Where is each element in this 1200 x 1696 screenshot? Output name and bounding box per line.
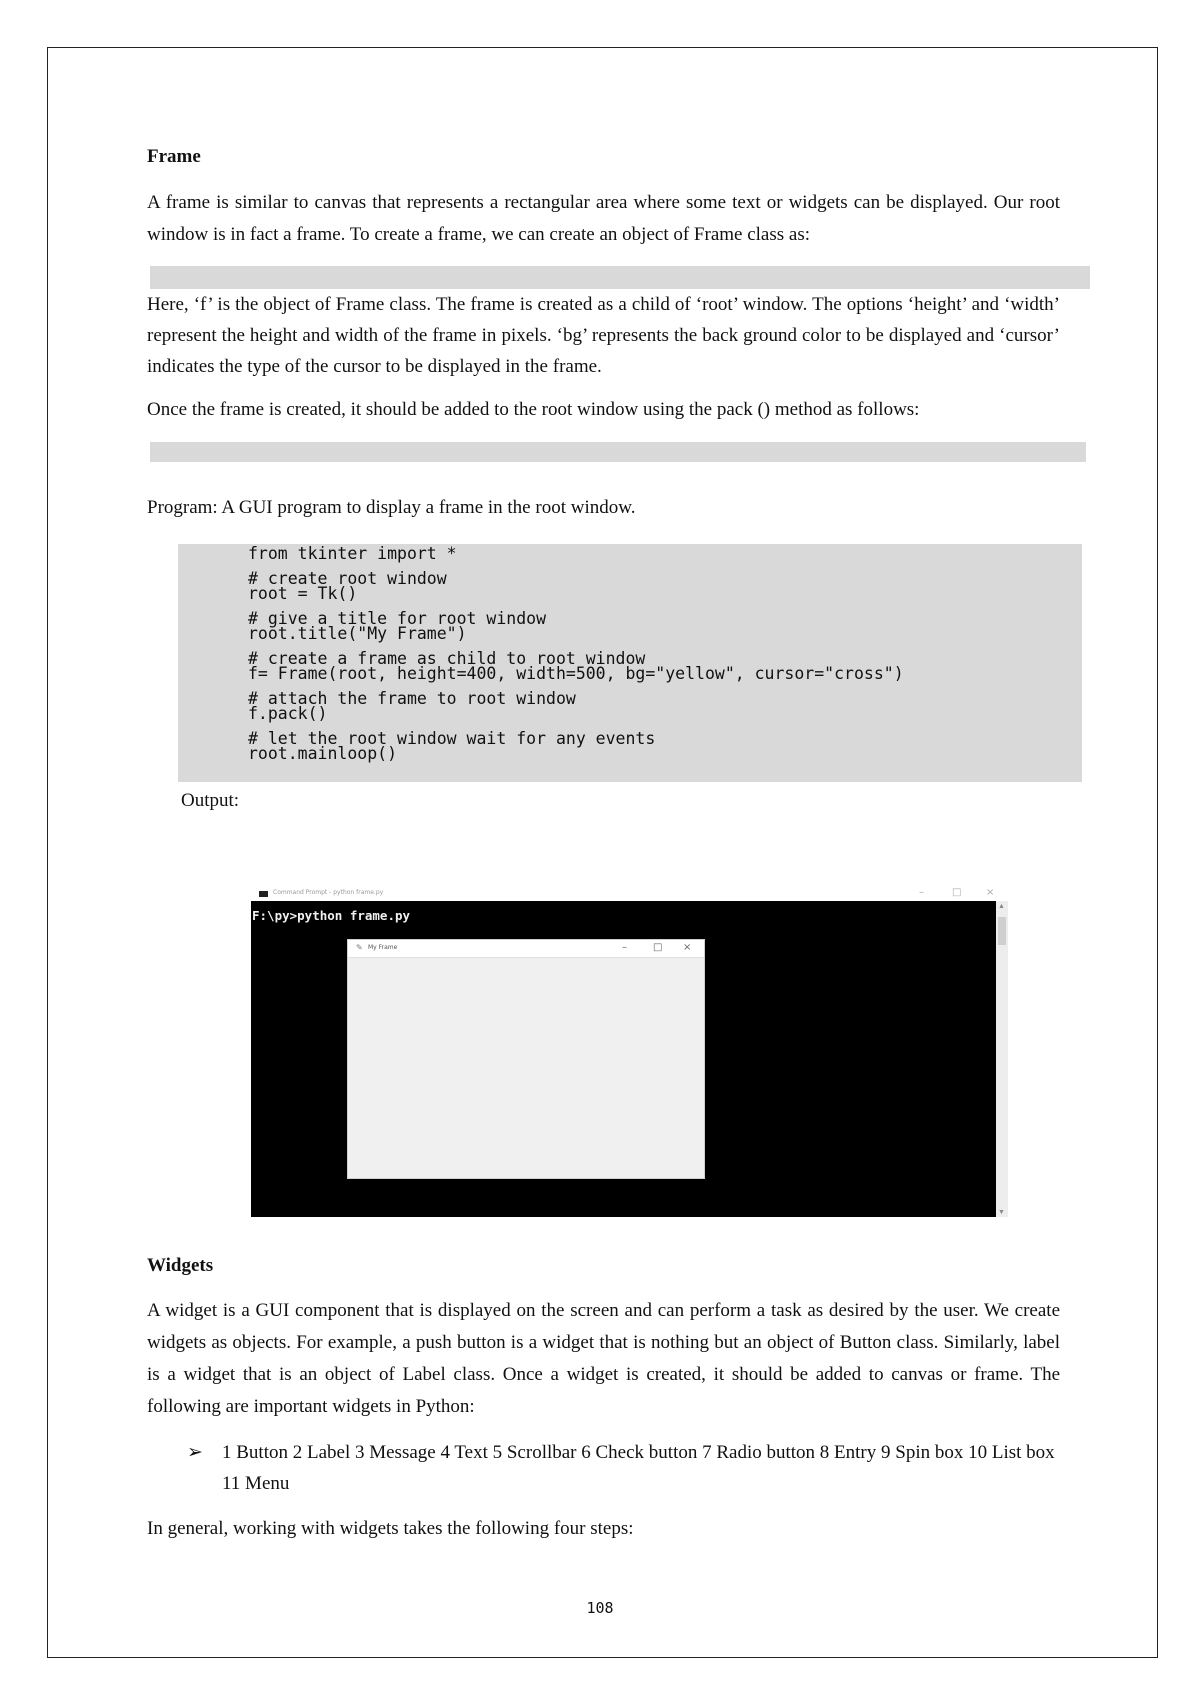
- scrollbar-thumb[interactable]: [998, 917, 1006, 945]
- widgets-para-1: A widget is a GUI component that is displayed on the screen and can perform a task as desired by the user. We create widgets as objects. For example, a push button is a widget that is nothing but an object of Button class. Similarly, label is a widget that is an object of Label class. Once a widget is created, it should be added to canvas or frame. The following are important widgets in Python:: [147, 1300, 1060, 1417]
- widgets-para-2: In general, working with widgets takes the following four steps:: [147, 1518, 634, 1539]
- output-label: Output:: [181, 790, 240, 811]
- code-line: root = Tk(): [248, 584, 358, 603]
- page-number: 108: [586, 1599, 614, 1617]
- code-line: f.pack(): [248, 704, 328, 723]
- program-label: Program:: [147, 497, 218, 518]
- frame-heading: Frame: [147, 146, 201, 167]
- code-line: # create a frame as child to root window: [248, 649, 646, 668]
- code-line: # let the root window wait for any events: [248, 729, 656, 748]
- pack-code-text: [268, 461, 360, 462]
- console-prompt: F:\py>python frame.py: [252, 908, 411, 923]
- code-line: f= Frame(root, height=400, width=500, bg="yellow", cursor="cross"): [248, 664, 904, 683]
- widgets-list: [187, 1437, 1060, 1499]
- console-scrollbar[interactable]: [996, 901, 1008, 1217]
- tk-title: My Frame: [368, 944, 398, 951]
- program-line: [147, 492, 1060, 524]
- cmd-icon: [259, 891, 268, 897]
- maximize-icon[interactable]: □: [952, 887, 962, 898]
- widgets-heading: Widgets: [147, 1255, 214, 1276]
- bullet-arrow-icon: ➢: [187, 1442, 203, 1463]
- code-group: [248, 651, 1082, 681]
- code-line: # attach the frame to root window: [248, 689, 576, 708]
- frame-para-3: Once the frame is created, it should be added to the root window using the pack () method as follows:: [147, 399, 920, 420]
- tk-maximize-icon[interactable]: □: [653, 942, 663, 953]
- tk-titlebar: [348, 940, 704, 958]
- widgets-list-text: 1 Button 2 Label 3 Message 4 Text 5 Scrollbar 6 Check button 7 Radio button 8 Entry 9 Spin box 10 List box 11 Menu: [222, 1442, 1055, 1494]
- code-line: from tkinter import *: [248, 544, 457, 563]
- tk-minimize-icon[interactable]: –: [622, 942, 627, 953]
- frame-para-1: A frame is similar to canvas that represents a rectangular area where some text or widgets can be displayed. Our root window is in fact a frame. To create a frame, we can create an object of Frame class as:: [147, 192, 1060, 245]
- code-group: [248, 611, 1082, 641]
- code-line: # create root window: [248, 569, 447, 588]
- feather-icon: ✎: [356, 943, 363, 952]
- close-icon[interactable]: ×: [986, 887, 995, 898]
- code-line: root.mainloop(): [248, 744, 398, 763]
- code-line: # give a title for root window: [248, 609, 547, 628]
- document-body: [147, 140, 1060, 812]
- code-group: [248, 731, 1082, 761]
- tk-close-icon[interactable]: ×: [683, 942, 692, 953]
- widgets-body: [147, 1255, 1060, 1545]
- code-group: [248, 691, 1082, 721]
- program-description: A GUI program to display a frame in the root window.: [217, 497, 636, 518]
- code-line: root.title("My Frame"): [248, 624, 467, 643]
- code-group: [248, 571, 1082, 601]
- code-group: [248, 546, 1082, 561]
- frame-code-line: [150, 266, 1090, 289]
- program-code-block: [178, 544, 1082, 782]
- frame-para-2: Here, ‘f’ is the object of Frame class. The frame is created as a child of ‘root’ window. The options ‘height’ and ‘width’ represent the height and width of the frame in pixels. ‘bg’ represents the back ground color to be displayed and ‘cursor’ indicates the type of the cursor to be displayed in the frame.: [147, 294, 1060, 377]
- console-title: Command Prompt - python frame.py: [273, 889, 384, 896]
- pack-code-line: [150, 442, 1086, 462]
- scroll-down-icon[interactable]: ▼: [998, 1208, 1005, 1216]
- scroll-up-icon[interactable]: ▲: [998, 902, 1005, 910]
- console-titlebar: [251, 886, 1008, 901]
- tk-window: [347, 939, 705, 1179]
- output-screenshot: [251, 886, 1008, 1217]
- minimize-icon[interactable]: –: [919, 887, 924, 898]
